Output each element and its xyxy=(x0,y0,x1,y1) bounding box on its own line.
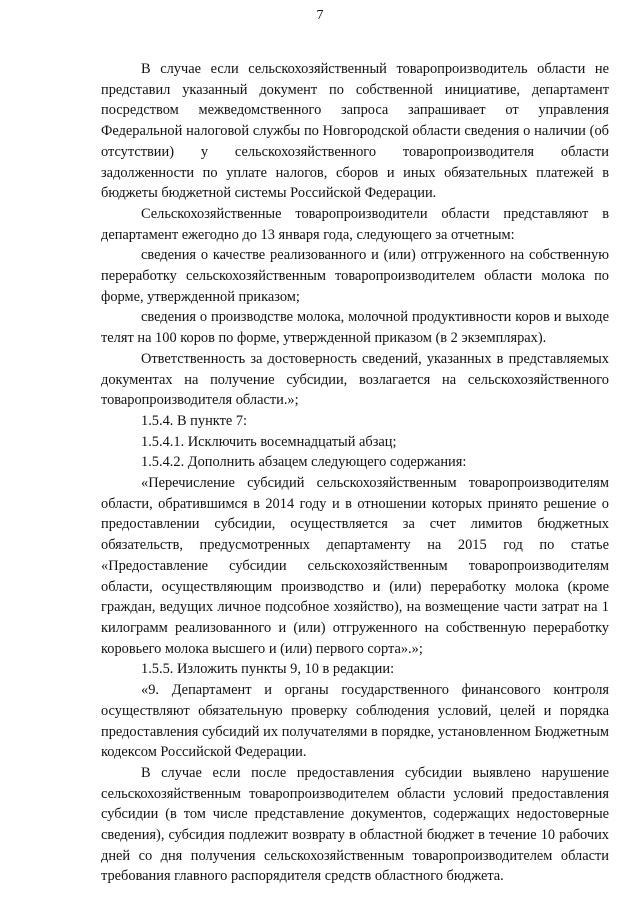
page-number: 7 xyxy=(316,8,324,23)
paragraph-point-9: «9. Департамент и органы государственного финансового контроля осуществляют обязательную проверку соблюдения условий, целей и порядка предоставления субсидий их получателями в порядке, установленном Бюджетным кодексом Российской Федерации. xyxy=(101,682,609,761)
paragraph-milk-quality-info: сведения о качестве реализованного и (или) отгруженного на собственную переработку сельскохозяйственным товаропроизводителем области молока по форме, утвержденной приказом; xyxy=(101,247,609,305)
paragraph-item-1-5-4-2: 1.5.4.2. Дополнить абзацем следующего содержания: xyxy=(141,454,467,471)
paragraph-item-1-5-4-1: 1.5.4.1. Исключить восемнадцатый абзац; xyxy=(141,433,397,450)
paragraph-tax-request: В случае если сельскохозяйственный товаропроизводитель области не представил указанный документ по собственной инициативе, департамент посредством межведомственного запроса запрашивает от управления Федеральной налоговой службы по Новгородской области сведения о наличии (об отсутствии) у сельскохозяйственного товаропроизводителя области задолженности по уплате налогов, сборов и иных обязательных платежей в бюджеты бюджетной системы Российской Федерации. xyxy=(101,61,609,202)
paragraph-annual-reporting: Сельскохозяйственные товаропроизводители области представляют в департамент ежегодно до 13 января года, следующего за отчетным: xyxy=(101,205,609,243)
paragraph-responsibility: Ответственность за достоверность сведений, указанных в представляемых документах на получение субсидии, возлагается на сельскохозяйственного товаропроизводителя области.»; xyxy=(101,350,609,409)
paragraph-item-1-5-4: 1.5.4. В пункте 7: xyxy=(141,412,248,429)
document-body xyxy=(101,59,609,887)
paragraph-subsidy-return: В случае если после предоставления субсидии выявлено нарушение сельскохозяйственным товаропроизводителем области условий предоставления субсидии (в том числе представление документов, содержащих недостоверные сведения), субсидия подлежит возврату в областной бюджет в течение 10 рабочих дней со дня получения сельскохозяйственным товаропроизводителем области требования главного распорядителя средств областного бюджета. xyxy=(101,764,609,885)
paragraph-item-1-5-5: 1.5.5. Изложить пункты 9, 10 в редакции: xyxy=(141,661,395,678)
paragraph-milk-production-info: сведения о производстве молока, молочной продуктивности коров и выходе телят на 100 коров по форме, утвержденной приказом (в 2 экземплярах). xyxy=(101,309,609,347)
paragraph-subsidy-transfer: «Перечисление субсидий сельскохозяйственным товаропроизводителям области, обратившимся в 2014 году и в отношении которых принято решение о предоставлении субсидии, осуществляется за счет лимитов бюджетных обязательств, предусмотренных департаменту на 2015 год по статье «Предоставление субсидии сельскохозяйственным товаропроизводителям области, осуществляющим производство и (или) переработку молока (кроме граждан, ведущих личное подсобное хозяйство), на возмещение части затрат на 1 килограмм реализованного и (или) отгруженного на собственную переработку коровьего молока высшего и (или) первого сорта».»; xyxy=(101,475,609,657)
